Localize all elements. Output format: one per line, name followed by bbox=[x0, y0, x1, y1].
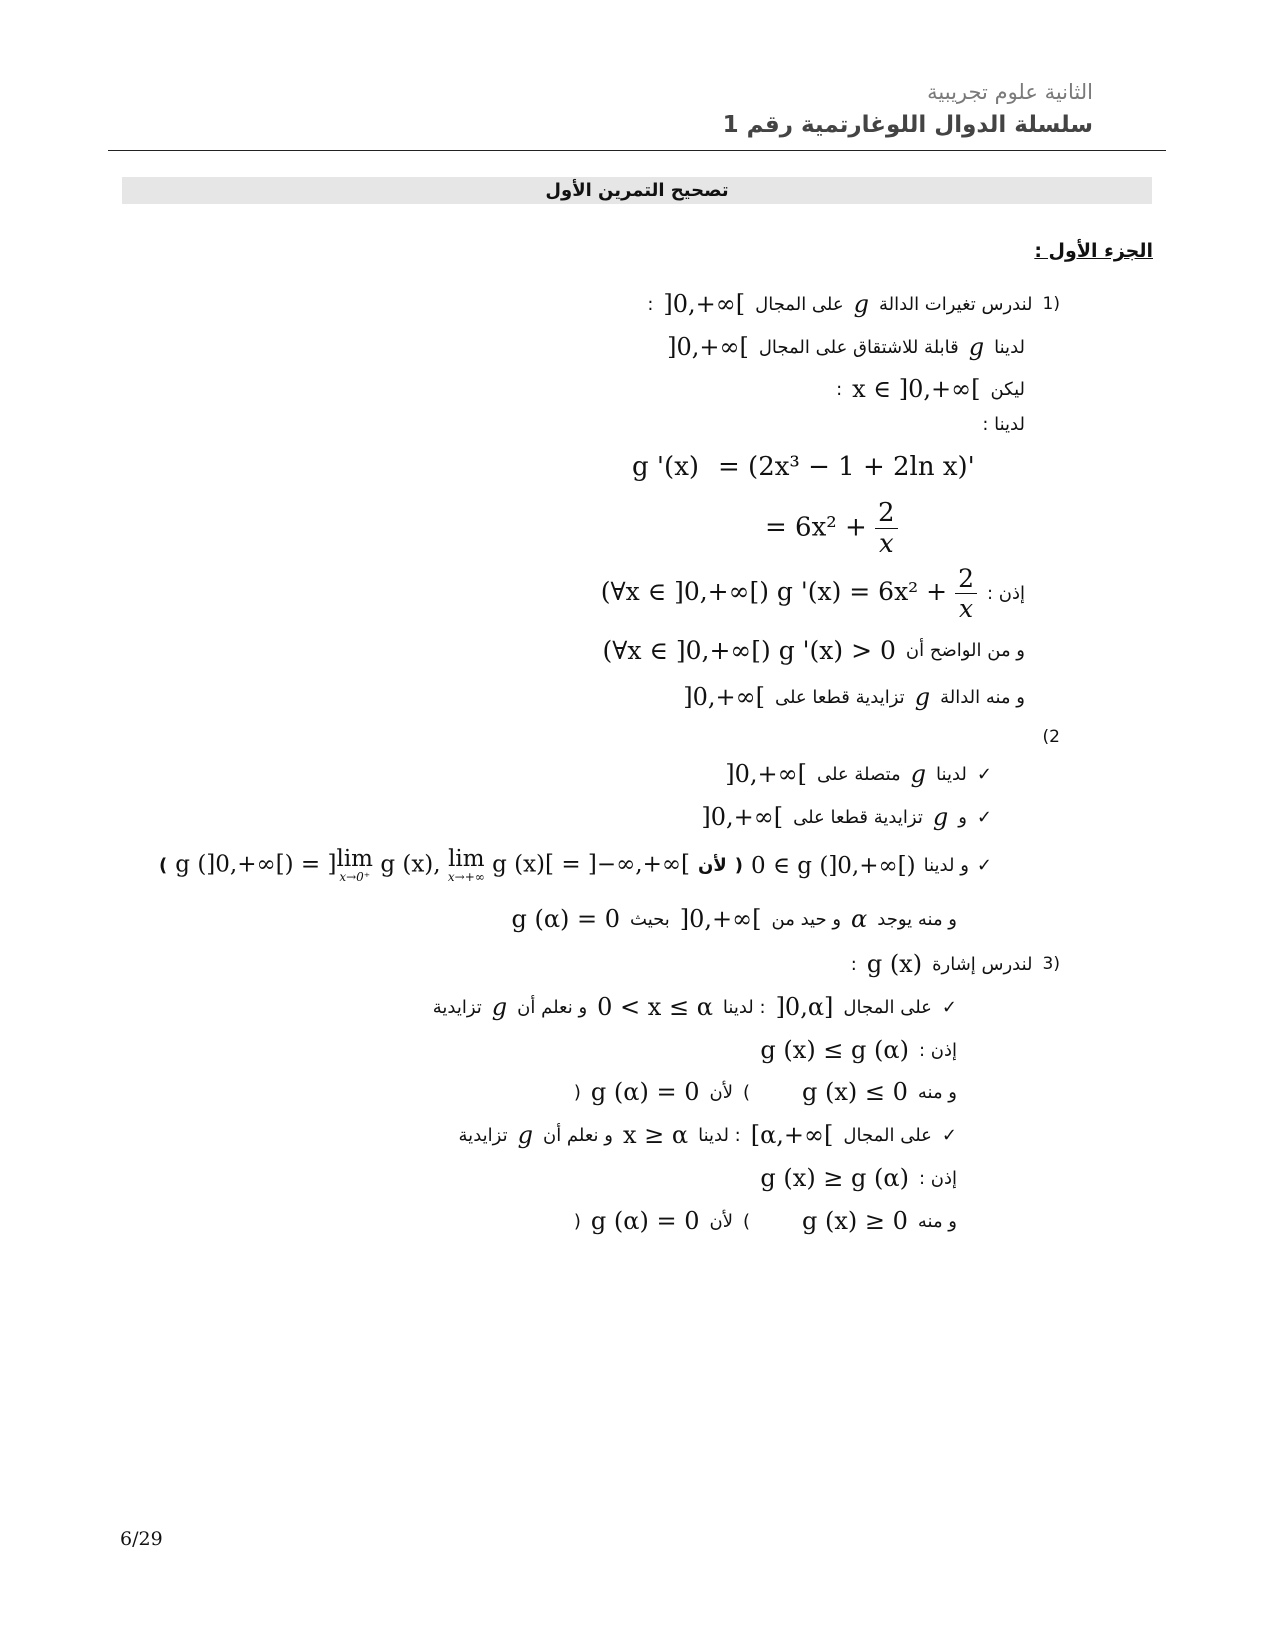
check-icon: ✓ bbox=[941, 1124, 957, 1146]
s3-increasing: تزايدية bbox=[432, 996, 482, 1018]
s3-hence: و منه bbox=[917, 1081, 957, 1103]
interval: ]0,+∞[ bbox=[663, 290, 746, 318]
check-icon: ✓ bbox=[976, 855, 992, 876]
s1-number: 1) bbox=[1042, 294, 1060, 314]
g-alpha-zero: g (α) = 0 bbox=[590, 1207, 700, 1235]
s3-we-have: : لدينا bbox=[698, 1124, 741, 1146]
fraction bbox=[875, 500, 898, 557]
s1-l9-b: تزايدية قطعا على bbox=[774, 686, 905, 708]
interval: ]0,+∞[ bbox=[725, 760, 807, 788]
s3-a-line-3 bbox=[802, 1078, 957, 1106]
g-symbol: g bbox=[853, 290, 869, 318]
s1-l2-a: لدينا bbox=[994, 336, 1025, 358]
s1-line-8 bbox=[603, 636, 1025, 665]
check-icon: ✓ bbox=[941, 996, 957, 1018]
s3-a2-math: g (x) ≤ g (α) bbox=[760, 1036, 909, 1064]
interval: ]0,+∞[ bbox=[701, 803, 784, 831]
g-symbol: g bbox=[914, 683, 931, 711]
s2-c2-a: و bbox=[958, 806, 967, 828]
s3-on-interval: على المجال bbox=[843, 996, 932, 1018]
s1-l7-a: إذن : bbox=[986, 583, 1025, 604]
paren-close: ) bbox=[742, 1210, 750, 1232]
lim-sub: x→+∞ bbox=[447, 870, 485, 884]
s2-l4-c: بحيث bbox=[630, 908, 670, 930]
s3-on-interval: على المجال bbox=[843, 1124, 932, 1146]
eq1-lhs: g '(x) bbox=[632, 452, 700, 482]
s1-l7-math bbox=[601, 566, 977, 621]
s2-l4-b: و حيد من bbox=[771, 908, 842, 930]
denominator: x bbox=[958, 594, 974, 623]
s3-check-a bbox=[433, 993, 957, 1021]
s1-line-1 bbox=[647, 290, 1060, 318]
s3-a3-math: g (x) ≤ 0 bbox=[801, 1078, 908, 1106]
g-of-x: g (x) bbox=[866, 950, 923, 978]
grade-label: الثانية علوم تجريبية bbox=[927, 80, 1093, 104]
g-symbol: g bbox=[910, 760, 927, 788]
s1-l8-a: و من الواضح أن bbox=[905, 640, 1025, 661]
s2-check-1 bbox=[725, 760, 992, 788]
because-label: لأن bbox=[698, 855, 727, 876]
g-symbol: g bbox=[491, 993, 508, 1021]
g-of-x: g (x), bbox=[380, 851, 441, 878]
colon: : bbox=[850, 953, 857, 975]
s3-a-reason bbox=[574, 1078, 750, 1106]
interval: ]0,+∞[ bbox=[683, 683, 765, 711]
s2-c3-math: 0 ∈ g (]0,+∞[) bbox=[751, 852, 916, 879]
s2-c3-limits: g (]0,+∞[) = ] lim x→0⁺ g (x), lim x→+∞ g (x)[ = ]−∞,+∞[ bbox=[175, 846, 691, 884]
s3-intro: لندرس إشارة bbox=[932, 953, 1033, 975]
g-symbol: g bbox=[932, 803, 949, 831]
s3-b3-math: g (x) ≥ 0 bbox=[801, 1207, 908, 1235]
s1-on-interval: على المجال bbox=[755, 293, 844, 315]
s2-check-3 bbox=[159, 848, 992, 883]
g-symbol: g bbox=[968, 333, 985, 361]
colon: : bbox=[836, 378, 843, 400]
lim-label: lim bbox=[336, 846, 373, 872]
s3-b-line-3 bbox=[802, 1207, 957, 1235]
check-icon: ✓ bbox=[976, 806, 992, 828]
s2-check-2 bbox=[701, 803, 992, 831]
s1-line-7 bbox=[601, 566, 1025, 621]
s1-line-3 bbox=[836, 375, 1025, 403]
s3-we-know: و نعلم أن bbox=[517, 996, 588, 1018]
colon: : bbox=[647, 293, 654, 315]
paren-open: ( bbox=[573, 1081, 581, 1103]
limit-infinity bbox=[448, 848, 485, 883]
s3-b-line-2 bbox=[760, 1164, 957, 1192]
limit-zero bbox=[336, 848, 373, 883]
denominator: x bbox=[878, 529, 894, 559]
s1-l3-math: x ∈ ]0,+∞[ bbox=[852, 375, 981, 403]
s2-l4-math: g (α) = 0 bbox=[511, 905, 621, 933]
lim-label: lim bbox=[448, 846, 485, 872]
numerator: 2 bbox=[955, 566, 977, 594]
paren-open: ( bbox=[573, 1210, 581, 1232]
s3-b-reason bbox=[574, 1207, 750, 1235]
s3-b2-math: g (x) ≥ g (α) bbox=[760, 1164, 909, 1192]
page-number: 6/29 bbox=[120, 1528, 163, 1550]
eq2-prefix: = 6x² + bbox=[765, 512, 867, 543]
s2-number: (2 bbox=[1042, 727, 1060, 747]
s1-l9-a: و منه الدالة bbox=[940, 686, 1025, 708]
s3-thus: إذن : bbox=[918, 1167, 957, 1189]
interval-0-alpha: ]0,α] bbox=[775, 993, 834, 1021]
interval: ]0,+∞[ bbox=[667, 333, 749, 361]
header-rule bbox=[108, 150, 1166, 151]
because-label: لأن bbox=[709, 1081, 733, 1103]
s3-we-know: و نعلم أن bbox=[542, 1124, 613, 1146]
lim-sub: x→0⁺ bbox=[339, 870, 371, 884]
s3-increasing: تزايدية bbox=[458, 1124, 508, 1146]
g-symbol: g bbox=[517, 1121, 533, 1149]
interval: ]0,+∞[ bbox=[679, 905, 762, 933]
s1-l2-b: قابلة للاشتقاق على المجال bbox=[758, 336, 959, 358]
image-result: g (x)[ = ]−∞,+∞[ bbox=[492, 851, 691, 878]
numerator: 2 bbox=[875, 500, 898, 529]
s3-a-line-2 bbox=[760, 1036, 957, 1064]
s3-a1-math: 0 < x ≤ α bbox=[597, 993, 713, 1021]
eq1-rhs: = (2x³ − 1 + 2ln x)' bbox=[718, 452, 975, 482]
s2-c2-b: تزايدية قطعا على bbox=[793, 806, 923, 828]
s3-we-have: : لدينا bbox=[722, 996, 766, 1018]
interval-alpha-inf: [α,+∞[ bbox=[750, 1121, 834, 1149]
exercise-banner bbox=[122, 177, 1152, 204]
s3-thus: إذن : bbox=[918, 1039, 957, 1061]
s3-line-1 bbox=[851, 950, 1060, 978]
paren-close: ) bbox=[159, 855, 168, 876]
banner-title: تصحيح التمرين الأول bbox=[545, 180, 729, 201]
s1-line-4: لدينا : bbox=[982, 414, 1025, 435]
image-set: g (]0,+∞[) = bbox=[175, 851, 321, 878]
part-title: الجزء الأول : bbox=[1034, 240, 1153, 262]
fraction bbox=[955, 566, 977, 621]
alpha-symbol: α bbox=[851, 905, 868, 933]
s2-line-4 bbox=[511, 905, 957, 933]
s1-line-2 bbox=[667, 333, 1025, 361]
check-icon: ✓ bbox=[976, 763, 992, 785]
s3-number: 3) bbox=[1042, 954, 1060, 974]
s2-c1-a: لدينا bbox=[936, 763, 967, 785]
s1-line-9 bbox=[683, 683, 1025, 711]
s3-b1-math: x ≥ α bbox=[622, 1121, 689, 1149]
s2-l4-a: و منه يوجد bbox=[877, 908, 957, 930]
eq2 bbox=[765, 500, 898, 557]
g-alpha-zero: g (α) = 0 bbox=[590, 1078, 700, 1106]
s2-c1-b: متصلة على bbox=[816, 763, 901, 785]
s1-l3-a: ليكن bbox=[990, 378, 1025, 400]
series-title: سلسلة الدوال اللوغارتمية رقم 1 bbox=[722, 112, 1093, 138]
s1-l7-expr: (∀x ∈ ]0,+∞[) g '(x) = 6x² + bbox=[600, 577, 948, 606]
s2-c3-a: و لدينا bbox=[923, 855, 969, 876]
s1-l8-math: (∀x ∈ ]0,+∞[) g '(x) > 0 bbox=[602, 636, 896, 665]
paren-open: ( bbox=[734, 855, 744, 876]
because-label: لأن bbox=[709, 1210, 733, 1232]
paren-close: ) bbox=[742, 1081, 750, 1103]
s3-check-b bbox=[459, 1121, 957, 1149]
s3-hence: و منه bbox=[917, 1210, 957, 1232]
s1-intro: لندرس تغيرات الدالة bbox=[879, 293, 1033, 315]
